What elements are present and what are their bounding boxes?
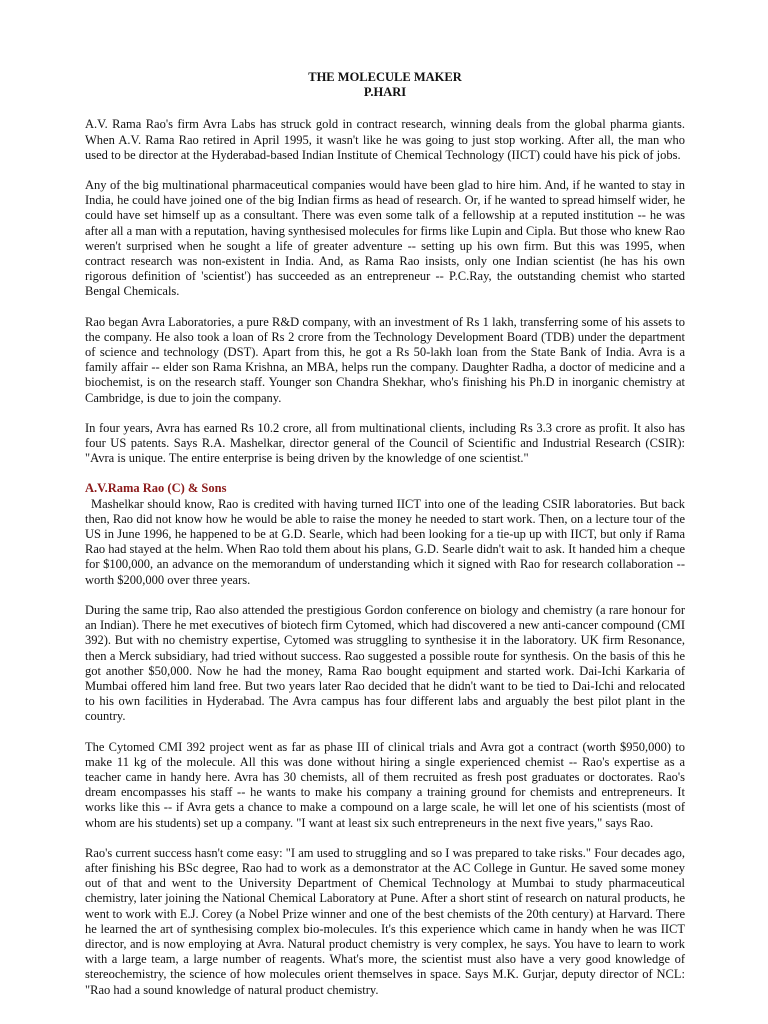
document-author: P.HARI: [363, 85, 407, 100]
paragraph: Rao's current success hasn't come easy: "I am used to struggling and so I was prepared to take risks." Four decades ago, after finishing his BSc degree, Rao had to work as a demonstrator at the AC College in Guntur. He saved some money out of that and went to the University Department of Chemical Technology at Mumbai to study pharmaceutical chemistry, later joining the National Chemical Laboratory at Pune. After a short stint of research on natural products, he went to work with E.J. Corey (a Nobel Prize winner and one of the best chemists of the 20th century) at Harvard. There he learned the art of synthesising complex bio-molecules. It's this experience which came in handy when he was IICT director, and is now employing at Avra. Natural product chemistry is very complex, he says. You have to learn to work with a large team, a large number of reagents. What's more, the scientist must also have a very good knowledge of stereochemistry, the science of how molecules orient themselves in space. Says M.K. Gurjar, deputy director of NCL: "Rao had a sound knowledge of natural product chemistry.: [85, 845, 685, 997]
document-title: THE MOLECULE MAKER: [308, 70, 462, 84]
section-heading: A.V.Rama Rao (C) & Sons: [85, 481, 227, 496]
paragraph: Rao began Avra Laboratories, a pure R&D company, with an investment of Rs 1 lakh, transferring some of his assets to the company. He also took a loan of Rs 2 crore from the Technology Development Board (TDB) under the department of science and technology (DST). Apart from this, he got a Rs 50-lakh loan from the State Bank of India. Avra is a family affair -- elder son Rama Krishna, an MBA, helps run the company. Daughter Radha, a doctor of medicine and a biochemist, is on the research staff. Younger son Chandra Shekhar, who's finishing his Ph.D in inorganic chemistry at Cambridge, is due to join the company.: [85, 314, 685, 405]
title-block: [85, 70, 685, 100]
paragraph-intro: A.V. Rama Rao's firm Avra Labs has struck gold in contract research, winning deals from the global pharma giants. When A.V. Rama Rao retired in April 1995, it wasn't like he was going to just stop working. After all, the man who used to be director at the Hyderabad-based Indian Institute of Chemical Technology (IICT) could have his pick of jobs.: [85, 117, 685, 162]
paragraph: During the same trip, Rao also attended the prestigious Gordon conference on biology and chemistry (a rare honour for an Indian). There he met executives of biotech firm Cytomed, which had discovered a new anti-cancer compound (CMI 392). But with no chemistry expertise, Cytomed was struggling to synthesise it in the laboratory. UK firm Resonance, then a Merck subsidiary, had tried without success. Rao suggested a possible route for synthesis. On the basis of this he got another $50,000. Now he had the money, Rama Rao bought equipment and started work. Dai-Ichi Karkaria of Mumbai offered him land free. But two years later Rao decided that he didn't want to be tied to Dai-Ichi and relocated to his own facilities in Hyderabad. The Avra campus has four different labs and arguably the best pilot plant in the country.: [85, 602, 685, 724]
paragraph: The Cytomed CMI 392 project went as far as phase III of clinical trials and Avra got a contract (worth $950,000) to make 11 kg of the molecule. All this was done without hiring a single experienced chemist -- Rao's expertise as a teacher came in handy here. Avra has 30 chemists, all of them recruited as fresh post graduates or doctorates. Rao's dream encompasses his staff -- he wants to make his company a training ground for chemists and entrepreneurs. It works like this -- if Avra gets a chance to make a compound on a large scale, he will let one of his scientists (most of whom are his students) set up a company. "I want at least six such entrepreneurs in the next five years," says Rao.: [85, 739, 685, 830]
document-page: [85, 70, 685, 1013]
paragraph: Mashelkar should know, Rao is credited with having turned IICT into one of the leading CSIR laboratories. But back then, Rao did not know how he would be able to raise the money he needed to start work. Then, on a lecture tour of the US in June 1996, he happened to be at G.D. Searle, which had been looking for a tie-up up with IICT, but only if Rama Rao had stayed at the helm. When Rao told them about his plans, G.D. Searle didn't wait to ask. It handed him a cheque for $100,000, an advance on the memorandum of understanding which it signed with Rao for research collaboration -- worth $200,000 over three years.: [85, 496, 685, 587]
paragraph: In four years, Avra has earned Rs 10.2 crore, all from multinational clients, including Rs 3.3 crore as profit. It also has four US patents. Says R.A. Mashelkar, director general of the Council of Scientific and Industrial Research (CSIR): "Avra is unique. The entire enterprise is being driven by the knowledge of one scientist.": [85, 420, 685, 466]
paragraph: Any of the big multinational pharmaceutical companies would have been glad to hire him. And, if he wanted to stay in India, he could have joined one of the big Indian firms as head of research. Or, if he wanted to spread himself wider, he could have set himself up as a consultant. There was even some talk of a fellowship at a reputed institution -- he was after all a man with a reputation, having synthesised molecules for firms like Lupin and Cipla. But those who knew Rao weren't surprised when he sought a life of greater adventure -- setting up his own firm. But this was 1995, when contract research was non-existent in India. And, as Rama Rao insists, only one Indian scientist (he has his own rigorous definition of 'scientist') has succeeded as an entrepreneur -- P.C.Ray, the outstanding chemist who started Bengal Chemicals.: [85, 178, 685, 299]
